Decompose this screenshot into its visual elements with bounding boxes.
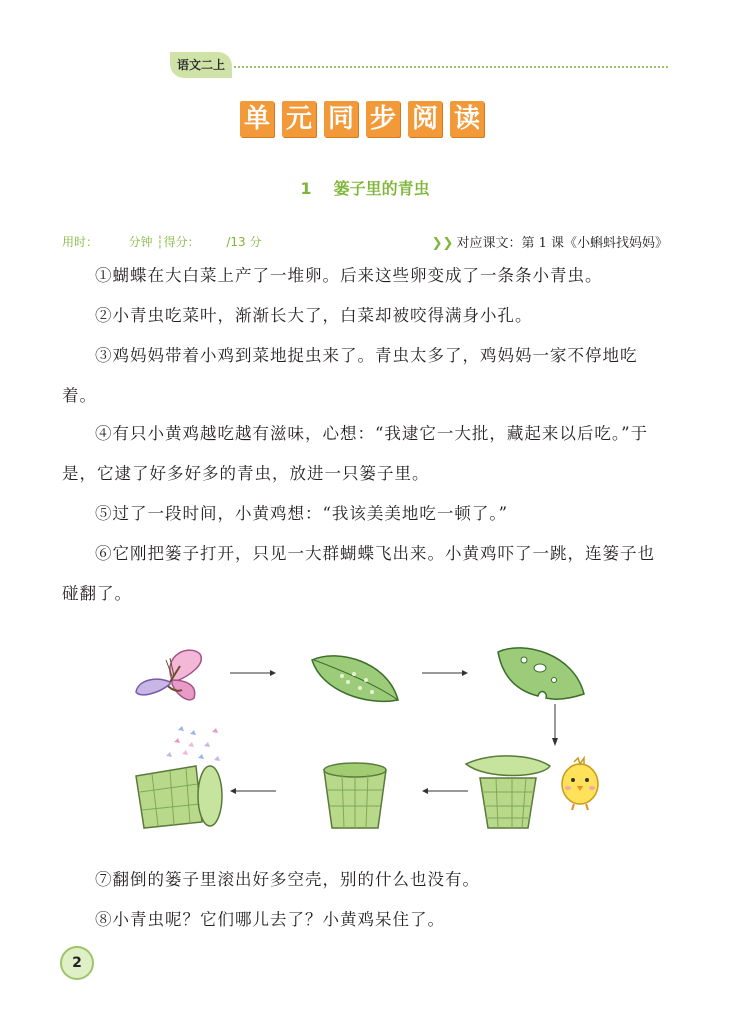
paragraph-8: ⑧小青虫呢？它们哪儿去了？小黄鸡呆住了。	[95, 910, 445, 929]
score-total: /13 分	[226, 235, 262, 249]
header-tab: 语文二上	[170, 52, 232, 78]
paragraph-7: ⑦翻倒的篓子里滚出好多空壳，别的什么也没有。	[95, 870, 480, 889]
arrow-right-icon	[420, 668, 470, 678]
paragraph-3: ③鸡妈妈带着小鸡到菜地捉虫来了。青虫太多了，鸡妈妈一家不停地吃着。	[62, 346, 638, 405]
paragraph-2: ②小青虫吃菜叶，渐渐长大了，白菜却被咬得满身小孔。	[95, 306, 533, 325]
leaf-with-eggs-icon	[308, 648, 404, 710]
arrow-left-icon	[228, 786, 278, 796]
chick-icon	[556, 756, 604, 812]
unit-title-char: 元	[282, 101, 316, 137]
paragraph-1: ①蝴蝶在大白菜上产了一堆卵。后来这些卵变成了一条条小青虫。	[95, 266, 603, 285]
minutes-label: 分钟	[128, 235, 153, 249]
double-chevron-icon: ❯❯	[431, 236, 454, 251]
reference-text: 对应课文：第 1 课《小蝌蚪找妈妈》	[456, 236, 668, 251]
lesson-title-text: 篓子里的青虫	[333, 179, 430, 198]
arrow-right-icon	[228, 668, 278, 678]
unit-title-char: 读	[450, 101, 484, 137]
paragraph-4: ④有只小黄鸡越吃越有滋味，心想：“我逮它一大批，藏起来以后吃。”于是，它逮了好多好多的青虫，放进一只篓子里。	[62, 424, 649, 483]
leaf-with-holes-icon	[494, 640, 590, 706]
paragraph-6: ⑥它刚把篓子打开，只见一大群蝴蝶飞出来。小黄鸡吓了一跳，连篓子也碰翻了。	[62, 544, 655, 603]
butterfly-icon	[132, 646, 212, 710]
score-label: 得分：	[163, 235, 200, 249]
arrow-down-icon	[550, 702, 560, 748]
lesson-title	[0, 176, 730, 199]
arrow-left-icon	[420, 786, 470, 796]
open-basket-icon	[316, 760, 394, 832]
page-number: 2	[60, 946, 94, 980]
unit-title-char: 单	[240, 101, 274, 137]
unit-title-char: 阅	[408, 101, 442, 137]
tipped-basket-icon	[130, 724, 234, 832]
time-label: 用时：	[62, 235, 99, 249]
lesson-number: 1	[300, 179, 312, 198]
separator: ┆	[156, 235, 164, 249]
closed-basket-icon	[462, 750, 554, 832]
paragraph-5: ⑤过了一段时间，小黄鸡想：“我该美美地吃一顿了。”	[95, 504, 509, 523]
unit-title-char: 同	[324, 101, 358, 137]
header-divider	[234, 66, 668, 68]
time-score-line	[62, 233, 261, 250]
story-illustration	[120, 632, 620, 842]
lesson-reference	[432, 232, 668, 251]
unit-title	[240, 101, 484, 137]
unit-title-char: 步	[366, 101, 400, 137]
